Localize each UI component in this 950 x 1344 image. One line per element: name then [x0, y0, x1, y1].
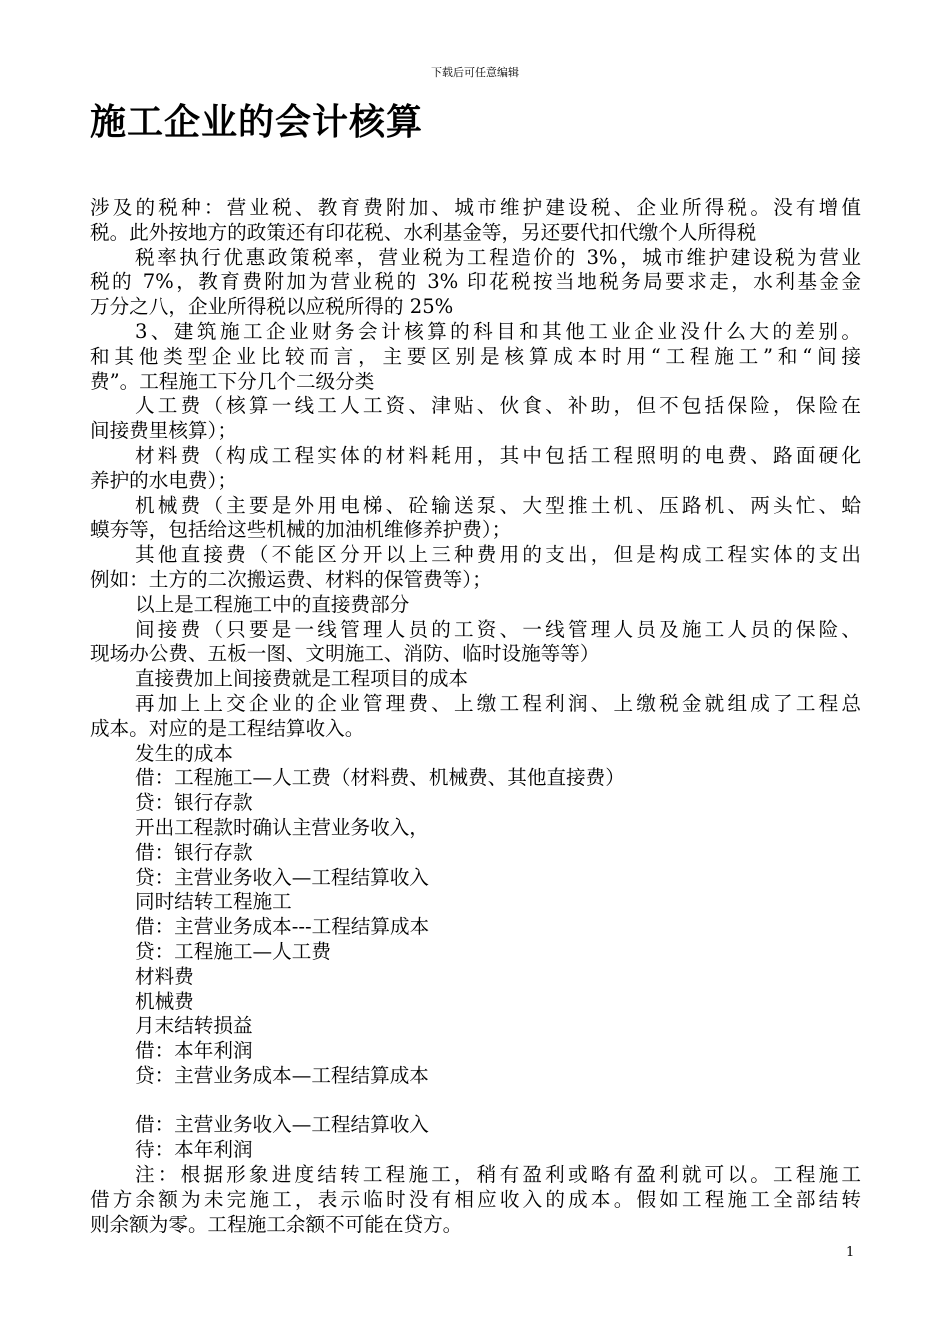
body-line: 同时结转工程施工 [135, 890, 292, 914]
note-line: 则余额为零。工程施工余额不可能在贷方。 [90, 1212, 463, 1236]
journal-entry-line: 借：主营业务收入—工程结算收入 [135, 1113, 429, 1137]
body-line: 养护的水电费）； [90, 468, 237, 492]
journal-entry-line: 材料费 [135, 964, 194, 988]
body-line: 税率执行优惠政策税率，营业税为工程造价的 3%，城市维护建设税为营业 [135, 245, 861, 269]
journal-entry-line: 借：银行存款 [135, 840, 253, 864]
blank-line [90, 1089, 861, 1114]
page-number: 1 [846, 1245, 855, 1260]
journal-entry-line: 借：本年利润 [135, 1039, 253, 1063]
journal-entry-line: 待：本年利润 [135, 1138, 253, 1162]
journal-entry-line: 机械费 [135, 989, 194, 1013]
journal-entry-line: 贷：工程施工—人工费 [135, 939, 331, 963]
body-line: 再加上上交企业的企业管理费、上缴工程利润、上缴税金就组成了工程总 [135, 691, 861, 715]
body-line: 费”。工程施工下分几个二级分类 [90, 369, 375, 393]
body-line: 开出工程款时确认主营业务收入， [135, 815, 429, 839]
body-line: 和其他类型企业比较而言，主要区别是核算成本时用“工程施工”和“间接 [90, 344, 861, 368]
body-line: 机械费（主要是外用电梯、砼输送泵、大型推土机、压路机、两头忙、蛤 [135, 493, 861, 517]
body-line: 例如：土方的二次搬运费、材料的保管费等）； [90, 567, 492, 591]
body-line: 蟆夯等，包括给这些机械的加油机维修养护费）； [90, 518, 512, 542]
journal-entry-line: 贷：主营业务收入—工程结算收入 [135, 865, 429, 889]
journal-entry-line: 贷：银行存款 [135, 791, 253, 815]
body-line: 间接费里核算）； [90, 419, 237, 443]
body-line: 成本。对应的是工程结算收入。 [90, 716, 365, 740]
body-line: 人工费（核算一线工人工资、津贴、伙食、补助，但不包括保险，保险在 [135, 394, 861, 418]
body-line: 税的 7%，教育费附加为营业税的 3% 印花税按当地税务局要求走，水利基金金 [90, 270, 861, 294]
body-line: 税。此外按地方的政策还有印花税、水利基金等，另还要代扣代缴个人所得税 [90, 220, 757, 244]
body-line: 万分之八，企业所得税以应税所得的 25% [90, 295, 454, 319]
note-line: 借方余额为未完施工，表示临时没有相应收入的成本。假如工程施工全部结转 [90, 1187, 861, 1211]
body-line: 直接费加上间接费就是工程项目的成本 [135, 667, 469, 691]
body-line: 涉及的税种：营业税、教育费附加、城市维护建设税、企业所得税。没有增值 [90, 196, 861, 219]
body-line: 间接费（只要是一线管理人员的工资、一线管理人员及施工人员的保险、 [135, 617, 861, 641]
journal-entry-line: 借：工程施工—人工费（材料费、机械费、其他直接费） [135, 766, 625, 790]
body-line: 材料费（构成工程实体的材料耗用，其中包括工程照明的电费、路面硬化 [135, 443, 861, 467]
body-line: 3、建筑施工企业财务会计核算的科目和其他工业企业没什么大的差别。 [135, 319, 861, 343]
header-note: 下载后可任意编辑 [431, 66, 519, 79]
body-line: 以上是工程施工中的直接费部分 [135, 592, 410, 616]
journal-entry-line: 贷：主营业务成本—工程结算成本 [135, 1063, 429, 1087]
body-line: 发生的成本 [135, 741, 233, 765]
document-title: 施工企业的会计核算 [90, 101, 424, 143]
journal-entry-line: 借：主营业务成本---工程结算成本 [135, 915, 430, 939]
body-line: 月末结转损益 [135, 1014, 253, 1038]
document-body [90, 196, 861, 1237]
body-line: 其他直接费（不能区分开以上三种费用的支出，但是构成工程实体的支出 [135, 543, 861, 567]
body-line: 现场办公费、五板一图、文明施工、消防、临时设施等等） [90, 642, 600, 666]
note-line: 注：根据形象进度结转工程施工，稍有盈利或略有盈利就可以。工程施工 [135, 1163, 861, 1187]
